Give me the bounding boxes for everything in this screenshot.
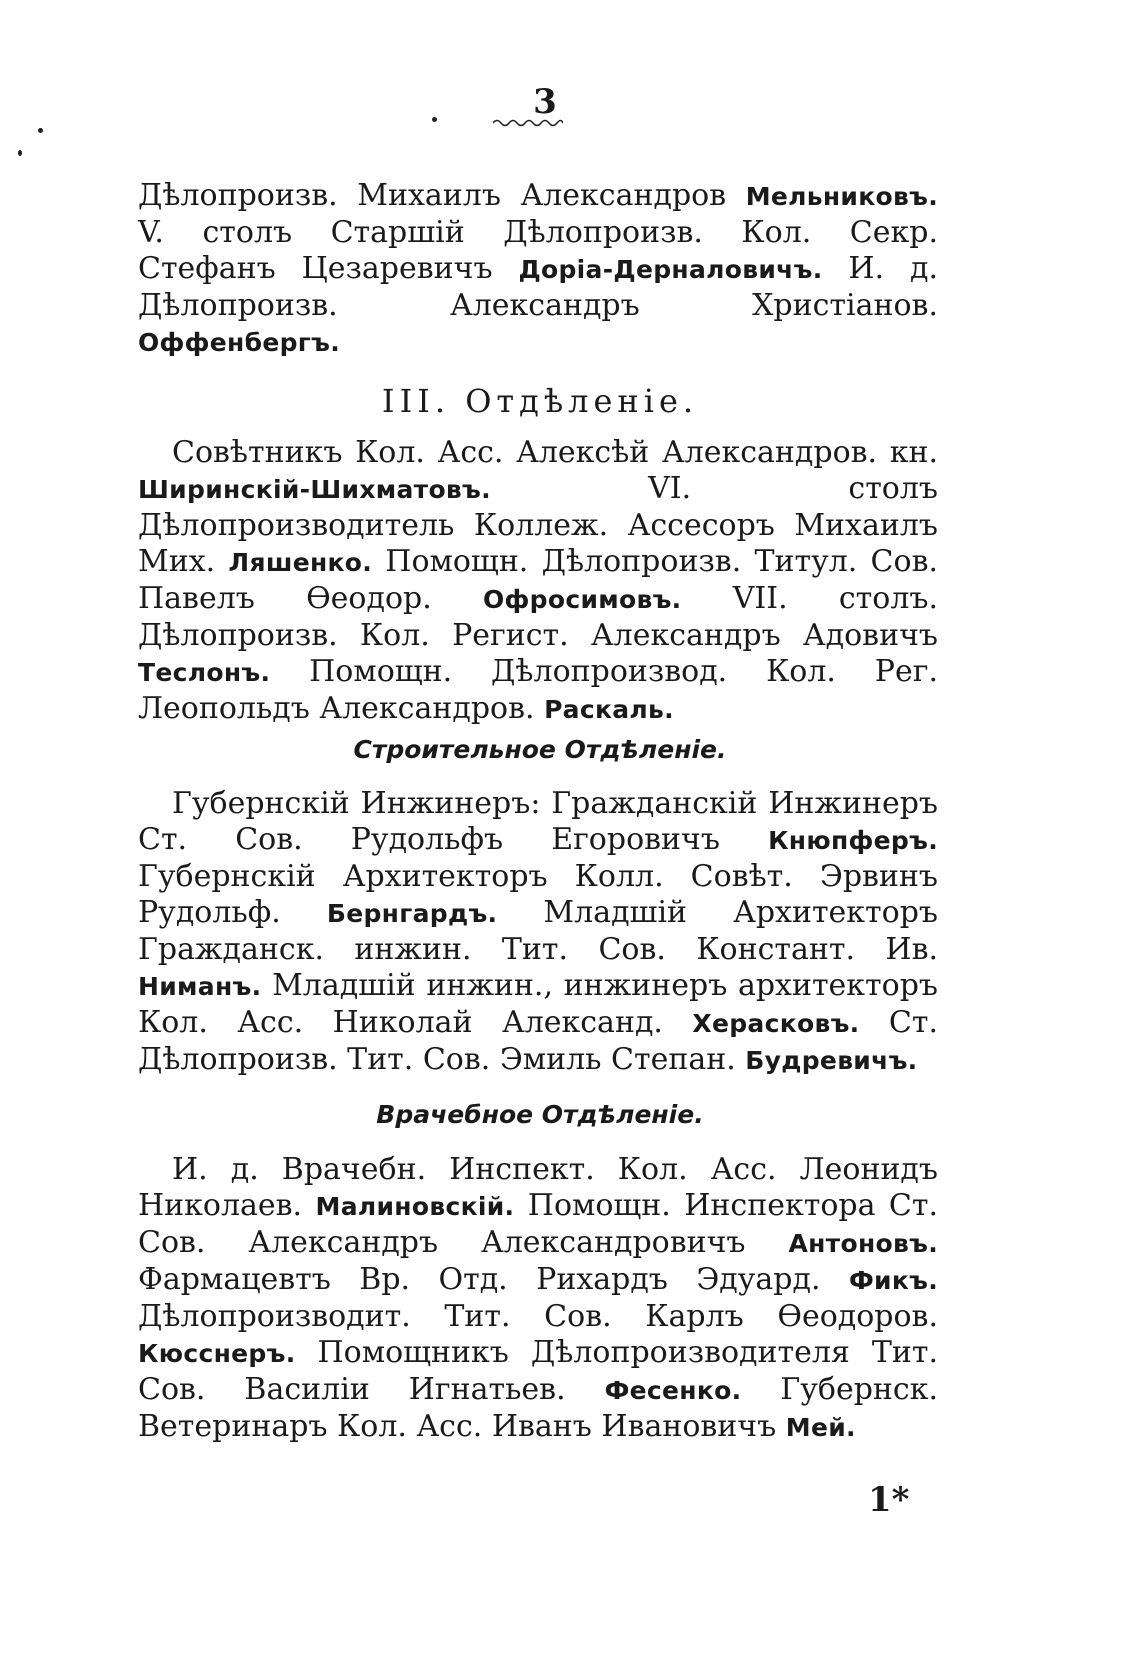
surname: Ширинскій-Шихматовъ. (138, 475, 491, 504)
text: Фармацевтъ Вр. Отд. Рихардъ Эдуард. (138, 1262, 849, 1297)
text: Совѣтникъ Кол. Асс. Алексѣй Александров. кн. (172, 435, 938, 470)
text: VII. столъ. Дѣлопроизв. Кол. Регист. Александръ Адовичъ (138, 581, 938, 653)
surname: Будревичъ. (745, 1046, 918, 1075)
surname: Ляшенко. (228, 548, 373, 577)
paragraph (138, 178, 938, 361)
scan-speck (38, 128, 43, 133)
text: И. д. Врачебн. Инспект. Кол. Асс. Леонидъ Николаев. (138, 1152, 938, 1223)
surname: Кюсснеръ. (138, 1339, 296, 1368)
surname: Раскаль. (544, 695, 674, 724)
paragraph (138, 786, 938, 1079)
text: Дѣлопроизводит. Тит. Сов. Карлъ Ѳеодоров. (138, 1299, 938, 1334)
text: И. д. Дѣлопроизв. Александръ Христіанов. (138, 251, 938, 323)
surname: Офросимовъ. (483, 585, 682, 614)
surname: Бернгардъ. (326, 899, 498, 928)
text: Губернскій Архитекторъ Колл. Совѣт. Эрвинъ Рудольф. (138, 859, 938, 930)
surname: Херасковъ. (692, 1009, 860, 1038)
text: Ст. Дѣлопроизв. Тит. Сов. Эмиль Степан. (138, 1005, 939, 1077)
ornament-wavy-rule (493, 118, 563, 128)
page-number: 3 (533, 82, 557, 122)
text: Младшій Архитекторъ Гражданск. инжин. Тит. Сов. Констант. Ив. (138, 895, 938, 967)
surname: Теслонъ. (138, 658, 271, 687)
section-heading-stroi: Строительное Отдѣленіе. (353, 735, 727, 764)
section-heading-iii: III. Отдѣленіе. (381, 382, 699, 420)
section-heading-vrach: Врачебное Отдѣленіе. (376, 1100, 704, 1129)
surname: Фесенко. (604, 1376, 742, 1405)
text: Губернск. Ветеринаръ Кол. Асс. Иванъ Ивановичъ (138, 1372, 939, 1444)
text: Помощн. Дѣлопроизвод. Кол. Рег. Леопольдъ Александров. (138, 654, 938, 726)
paragraph (138, 1152, 938, 1446)
surname: Ниманъ. (138, 972, 262, 1001)
text: Дѣлопроизв. Михаилъ Александров (138, 178, 746, 213)
text-block-stroi (138, 786, 938, 1079)
surname: Мей. (785, 1413, 856, 1442)
text-block-continuation (138, 178, 938, 361)
text-block-vrach (138, 1152, 938, 1446)
text: VI. столъ Дѣлопроизводитель Коллеж. Ассесоръ Михаилъ Мих. (138, 471, 938, 579)
surname: Фикъ. (848, 1266, 938, 1295)
text: V. столъ Старшій Дѣлопроизв. Кол. Секр. Стефанъ Цезаревичъ (138, 215, 938, 286)
scan-speck (18, 150, 22, 156)
surname: Малиновскій. (315, 1192, 515, 1221)
surname: Доріа-Дерналовичъ. (518, 255, 823, 284)
text: Помощникъ Дѣлопроизводителя Тит. Сов. Василіи Игнатьев. (138, 1335, 938, 1407)
printer-signature-mark: 1* (868, 1480, 910, 1520)
text: Помощн. Инспектора Ст. Сов. Александръ Александровичъ (138, 1188, 938, 1260)
surname: Мельниковъ. (745, 182, 938, 211)
surname: Кнюпферъ. (768, 826, 938, 855)
surname: Оффенбергъ. (138, 328, 341, 357)
text: Младшій инжин., инжинеръ архитекторъ Кол. Асс. Николай Александ. (138, 968, 938, 1040)
paragraph (138, 435, 938, 728)
text: Губернскій Инжинеръ: Гражданскій Инжинеръ Ст. Сов. Рудольфъ Егоровичъ (138, 786, 938, 857)
text-block-section-iii (138, 435, 938, 728)
surname: Антоновъ. (788, 1229, 938, 1258)
text: Помощн. Дѣлопроизв. Титул. Сов. Павелъ Ѳеодор. (138, 544, 938, 616)
